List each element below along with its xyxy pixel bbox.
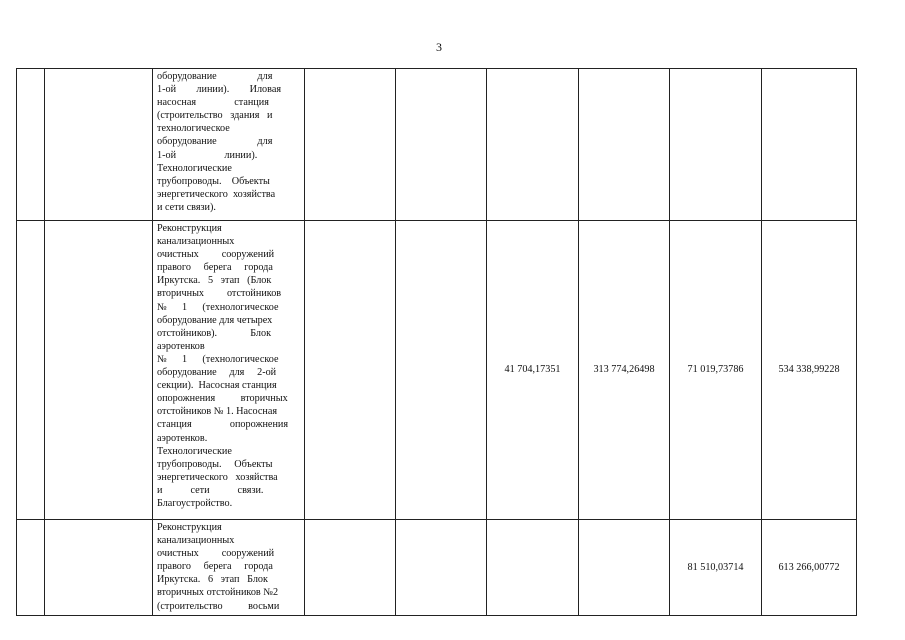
- cell-index: [17, 520, 45, 616]
- cell-program: [45, 221, 153, 520]
- cell-value: 613 266,00772: [762, 520, 857, 616]
- cell-value: [579, 69, 670, 221]
- page-number: 3: [436, 40, 442, 54]
- table-row: [17, 69, 857, 221]
- budget-table: [16, 68, 857, 616]
- cell-value: [762, 69, 857, 221]
- cell-program: [45, 69, 153, 221]
- cell-description: Реконструкция канализационных очистных сооружений правого берега города Иркутска. 6 этап Блок вторичных отстойников №2 (строительство восьми: [153, 520, 305, 616]
- cell-value: 71 019,73786: [670, 221, 762, 520]
- cell-value: [487, 520, 579, 616]
- cell-value: 81 510,03714: [670, 520, 762, 616]
- cell-empty: [396, 221, 487, 520]
- cell-value: [487, 69, 579, 221]
- cell-value: 313 774,26498: [579, 221, 670, 520]
- cell-program: [45, 520, 153, 616]
- cell-empty: [396, 520, 487, 616]
- cell-empty: [305, 69, 396, 221]
- cell-description: оборудование для 1-ой линии). Иловая насосная станция (строительство здания и технологическое оборудование для 1-ой линии). Технологические трубопроводы. Объекты энергетического хозяйства и сети связи).: [153, 69, 305, 221]
- cell-description: Реконструкция канализационных очистных сооружений правого берега города Иркутска. 5 этап (Блок вторичных отстойников № 1 (технологическое оборудование для четырех отстойников). Блок аэротенков № 1 (технологическое оборудование для 2-ой секции). Насосная станция опорожнения вторичных отстойников № 1. Насосная станция опорожнения аэротенков. Технологические трубопроводы. Объекты энергетического хозяйства и сети связи. Благоустройство.: [153, 221, 305, 520]
- cell-value: [670, 69, 762, 221]
- cell-empty: [305, 221, 396, 520]
- cell-value: 41 704,17351: [487, 221, 579, 520]
- cell-empty: [305, 520, 396, 616]
- cell-index: [17, 221, 45, 520]
- cell-value: 534 338,99228: [762, 221, 857, 520]
- cell-empty: [396, 69, 487, 221]
- table-row: [17, 221, 857, 520]
- table-row: [17, 520, 857, 616]
- cell-index: [17, 69, 45, 221]
- cell-value: [579, 520, 670, 616]
